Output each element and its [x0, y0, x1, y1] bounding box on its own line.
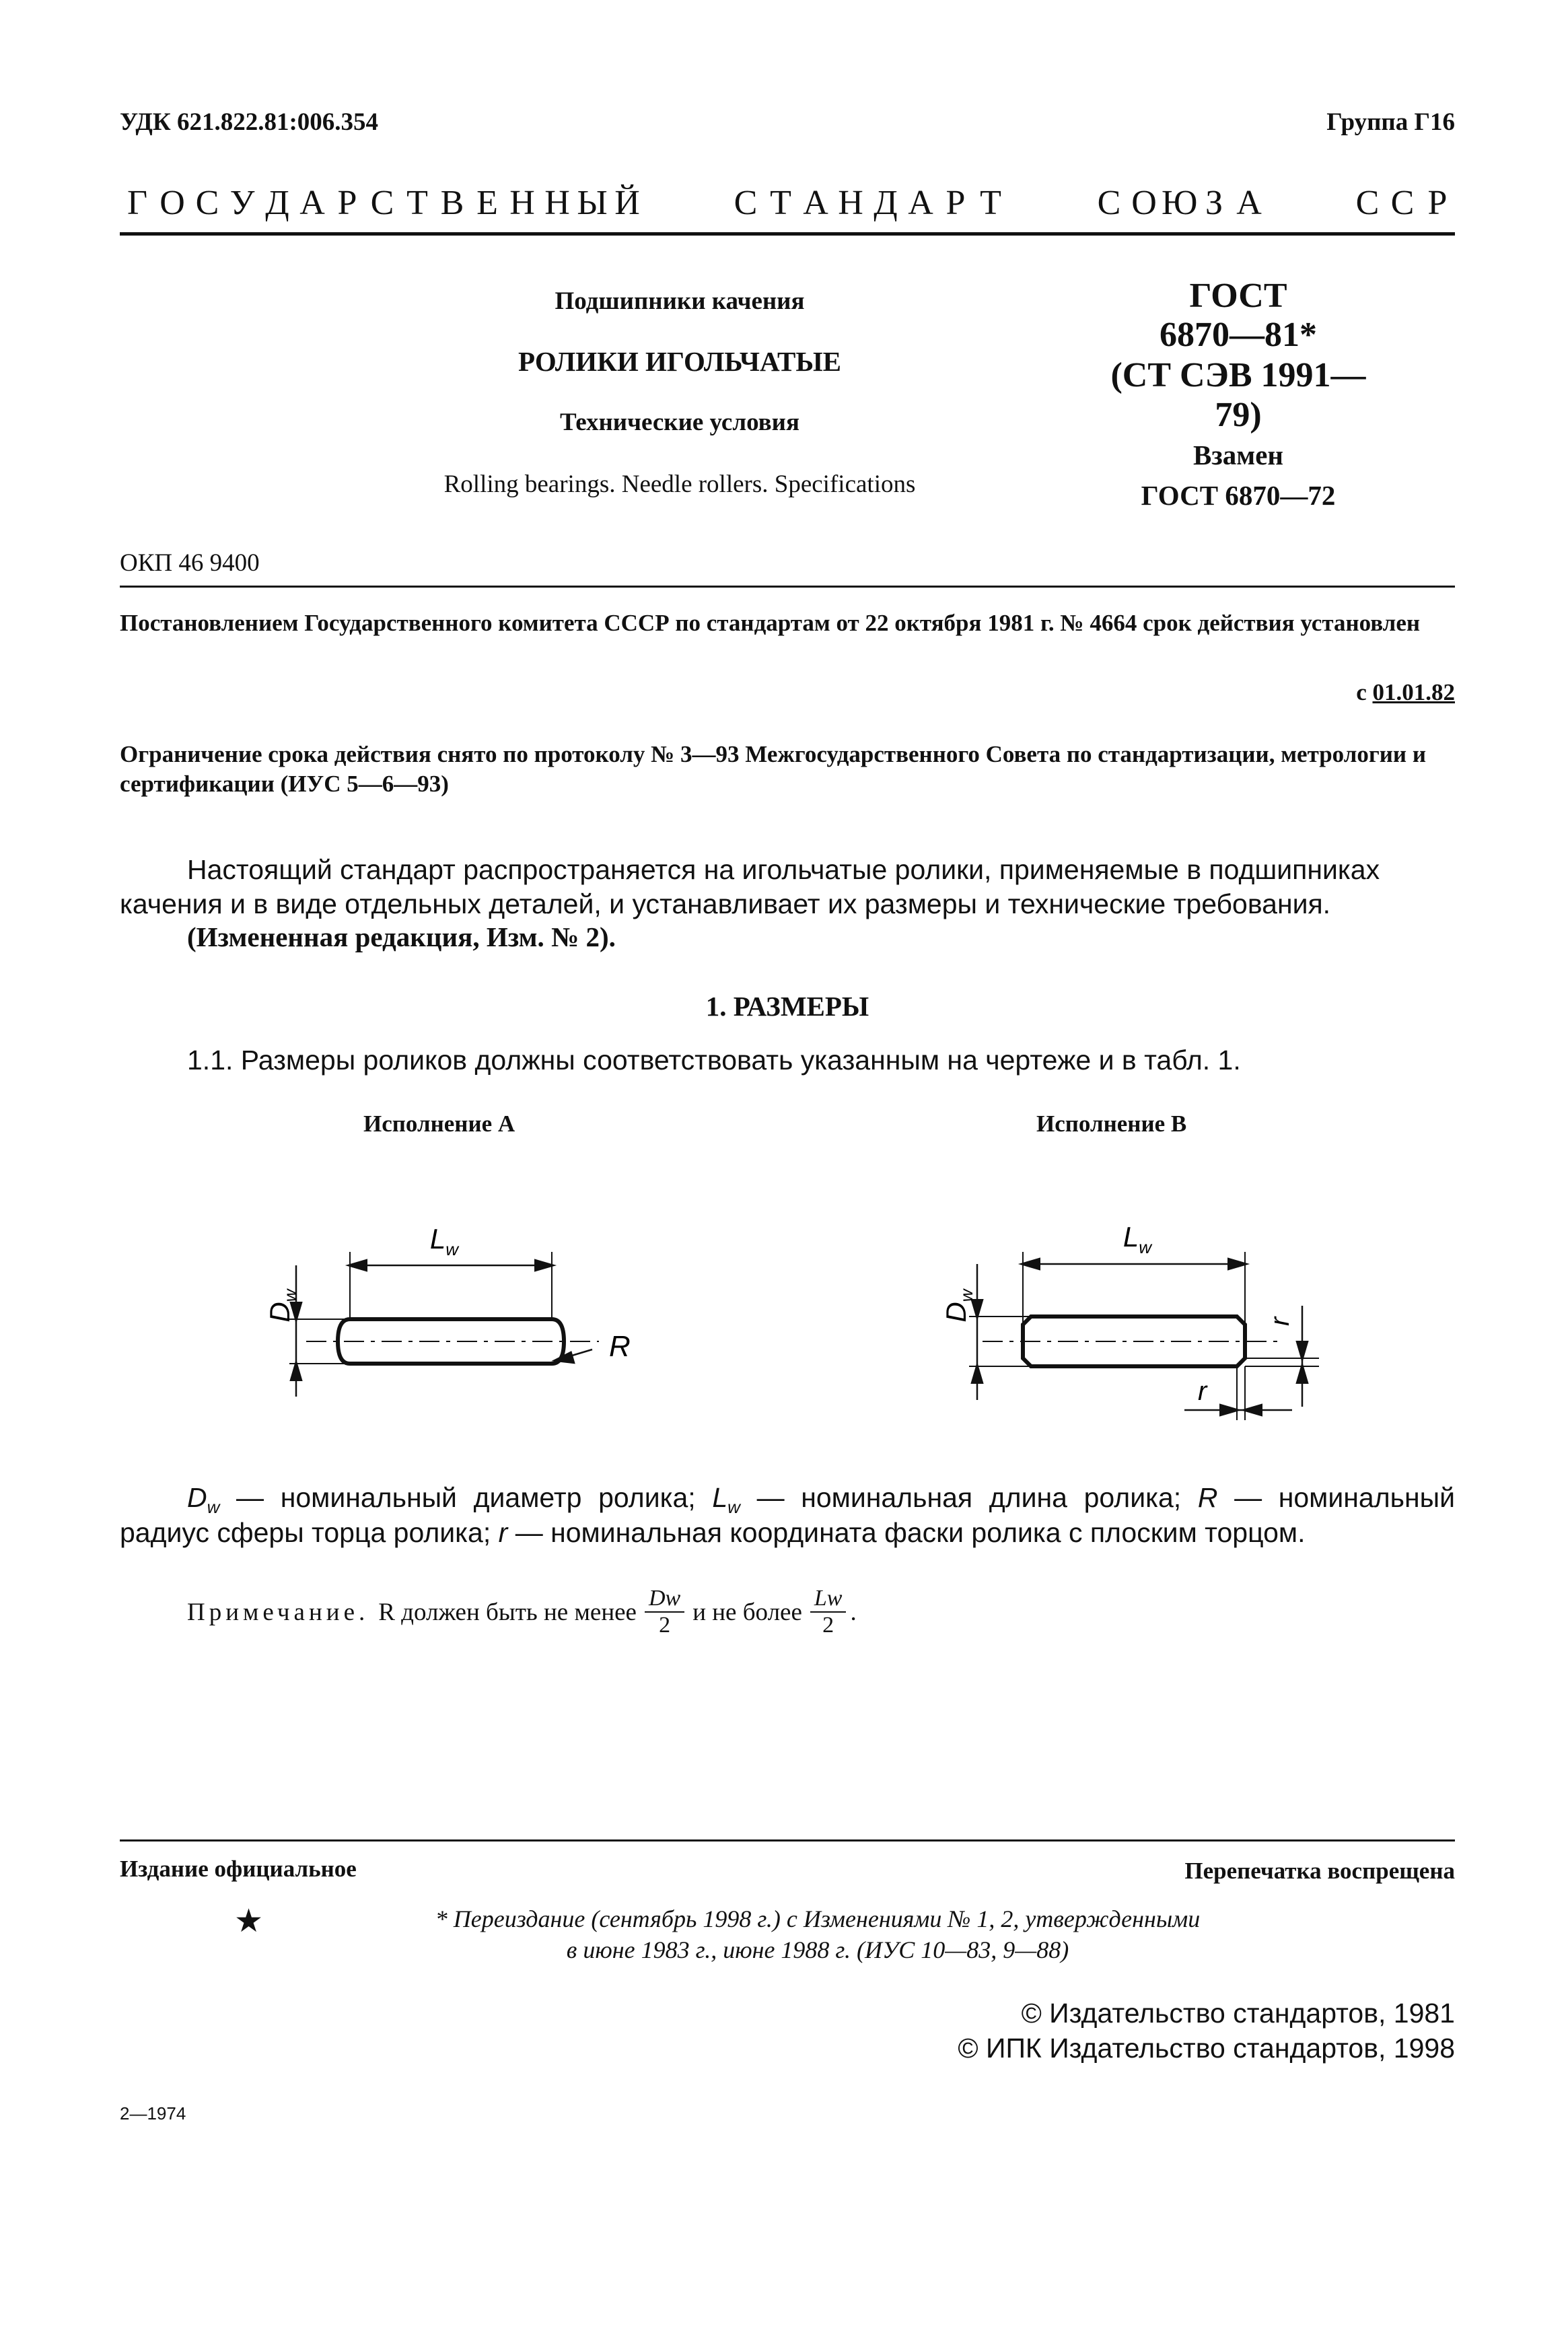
footer-rule	[120, 1839, 1455, 1841]
effective-date	[1356, 678, 1455, 707]
category-title: Подшипники качения	[555, 287, 805, 315]
no-reprint: Перепечатка воспрещена	[1184, 1858, 1455, 1884]
replaces-label: Взамен	[1192, 440, 1284, 470]
roller-drawing-a	[242, 1198, 646, 1413]
reissue-line-2: в июне 1983 г., июне 1988 г. (ИУС 10—83, 9—88)	[566, 1936, 1069, 1963]
dw-label-b: $D_w$	[940, 1289, 976, 1323]
print-code: 2—1974	[120, 2103, 186, 2124]
copyright-1998: © ИПК Издательство стандартов, 1998	[958, 2033, 1455, 2064]
document-title: РОЛИКИ ИГОЛЬЧАТЫЕ	[518, 346, 841, 377]
sym-r-small: r	[498, 1517, 508, 1548]
group-code: Группа Г16	[1326, 108, 1455, 136]
okp-code: ОКП 46 9400	[120, 549, 260, 577]
lw-label-b: $L_w$	[1122, 1221, 1152, 1257]
title-rule	[120, 586, 1455, 588]
section-heading: 1. РАЗМЕРЫ	[705, 991, 869, 1022]
restriction-text: Ограничение срока действия снято по протоколу № 3—93 Межгосударственного Совета по стандартизации, метрологии и сертификации (ИУС 5—6—93)	[120, 741, 1426, 797]
copyright-block	[958, 1996, 1455, 2066]
date-prefix: с	[1356, 679, 1367, 705]
roller-drawing-b	[915, 1198, 1346, 1427]
gost-label: ГОСТ	[1189, 277, 1287, 315]
note-text-1: R должен быть не менее	[378, 1598, 637, 1626]
note: Примечание. R должен быть не менее Dw 2 и не более Lw 2 .	[187, 1586, 857, 1638]
note-text-2: и не более	[692, 1598, 802, 1626]
lw-label-a: $L_w$	[429, 1223, 459, 1259]
header-rule	[120, 232, 1455, 236]
r-label-b-vertical: r	[1265, 1317, 1295, 1326]
sym-lw: $L_w$	[712, 1482, 740, 1518]
legend-dw-text: — номинальный диаметр ролика;	[236, 1482, 696, 1513]
change-note: (Измененная редакция, Изм. № 2).	[187, 921, 616, 952]
state-title-word: С О Ю З А	[1097, 184, 1262, 222]
state-title-word: С С Р	[1355, 184, 1448, 222]
gost-number: 6870—81*	[1160, 316, 1317, 354]
sym-dw: $D_w$	[187, 1482, 220, 1518]
legend-line-2	[120, 1516, 1455, 1550]
dw-label-a: $D_w$	[264, 1289, 300, 1323]
state-title-word: Г О С У Д А Р С Т В Е Н Н Ы Й	[127, 184, 640, 222]
english-title: Rolling bearings. Needle rollers. Specifications	[443, 470, 916, 498]
star-icon: ★	[234, 1903, 264, 1939]
variant-b-label: Исполнение В	[1036, 1111, 1187, 1137]
resolution-text: Постановлением Государственного комитета СССР по стандартам от 22 октября 1981 г. № 4664 срок действия установлен	[120, 610, 1421, 636]
st-sev-number: (СТ СЭВ 1991—79)	[1110, 356, 1366, 434]
date-value: 01.01.82	[1372, 679, 1455, 705]
reissue-note	[363, 1903, 1272, 1965]
r-label-b-horizontal: r	[1198, 1376, 1207, 1406]
udk-code: УДК 621.822.81:006.354	[120, 108, 379, 136]
section-item-1-1: 1.1. Размеры роликов должны соответствовать указанным на чертеже и в табл. 1.	[187, 1045, 1241, 1076]
reissue-line-1: * Переиздание (сентябрь 1998 г.) с Изменениями № 1, 2, утвержденными	[435, 1905, 1201, 1932]
legend-radius-text: радиус сферы торца ролика;	[120, 1517, 491, 1548]
legend-r-text: — номинальный	[1234, 1482, 1455, 1513]
copyright-1981: © Издательство стандартов, 1981	[1021, 1998, 1455, 2029]
legend-chamfer-text: — номинальная координата фаски ролика с плоским торцом.	[515, 1517, 1306, 1548]
fraction-dw-2: Dw 2	[645, 1586, 684, 1638]
note-prefix: Примечание.	[187, 1598, 369, 1626]
legend-lw-text: — номинальная длина ролика;	[756, 1482, 1182, 1513]
state-standard-title	[120, 183, 1455, 223]
state-title-word: С Т А Н Д А Р Т	[734, 184, 1001, 222]
variant-a-label: Исполнение А	[363, 1111, 515, 1137]
r-label-a: R	[609, 1330, 631, 1363]
replaces-standard: ГОСТ 6870—72	[1141, 480, 1336, 511]
official-edition: Издание официальное	[120, 1856, 357, 1882]
document-subtitle: Технические условия	[560, 409, 799, 436]
intro-paragraph: Настоящий стандарт распространяется на игольчатые ролики, применяемые в подшипниках качения и в виде отдельных деталей, и устанавливает их размеры и технические требования.	[120, 854, 1380, 919]
fraction-lw-2: Lw 2	[810, 1586, 847, 1638]
sym-r-big: R	[1197, 1482, 1218, 1513]
